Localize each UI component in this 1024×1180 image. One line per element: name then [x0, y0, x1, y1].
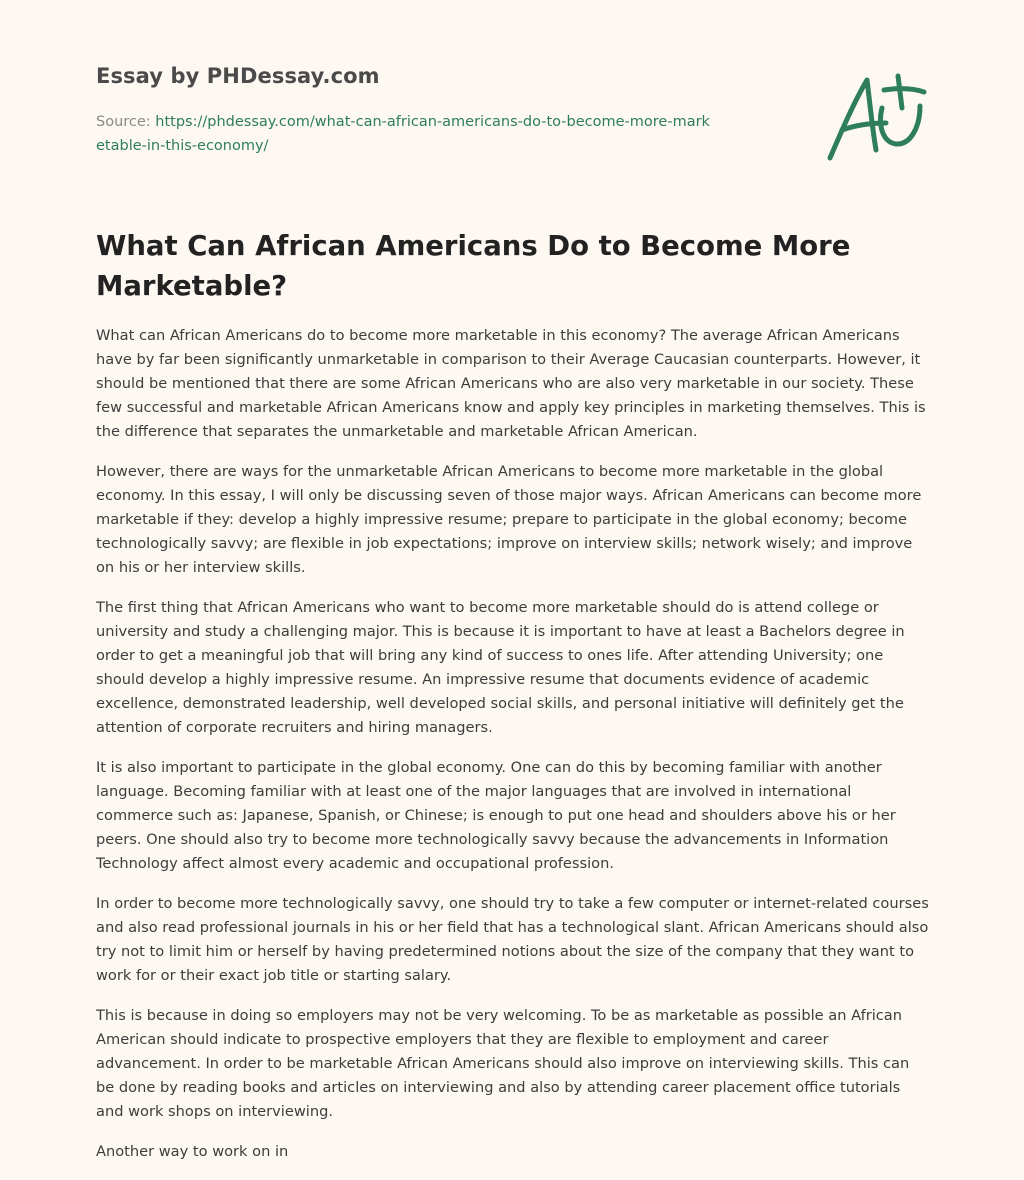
essay-paragraph: The first thing that African Americans who want to become more marketable should do is attend college or university and study a challenging major. This is because it is important to have at least a Bachelors degree in order to get a meaningful job that will bring any kind of success to ones life. After attending University; one should develop a highly impressive resume. An impressive resume that documents evidence of academic excellence, demonstrated leadership, well developed social skills, and personal initiative will definitely get the attention of corporate recruiters and hiring managers.: [96, 599, 905, 736]
essay-title: What Can African Americans Do to Become More Marketable?: [96, 230, 851, 302]
a-plus-logo-icon: [820, 68, 932, 168]
essay-paragraph: Another way to work on in: [96, 1143, 289, 1160]
essay-paragraph: This is because in doing so employers may not be very welcoming. To be as marketable as possible an African American should indicate to prospective employers that they are flexible to employment and career advancement. In order to be marketable African Americans should also improve on interviewing skills. This can be done by reading books and articles on interviewing and also by attending career placement office tutorials and work shops on interviewing.: [96, 1007, 910, 1120]
essay-paragraph: In order to become more technologically savvy, one should try to take a few computer or internet-related courses and also read professional journals in his or her field that has a technological slant. African Americans should also try not to limit him or herself by having predetermined notions about the size of the company that they want to work for or their exact job title or starting salary.: [96, 895, 929, 984]
source-line: [96, 110, 716, 158]
source-label: Source:: [96, 114, 156, 130]
source-link[interactable]: https://phdessay.com/what-can-african-americans-do-to-become-more-marketable-in-this-economy/: [96, 114, 710, 154]
essay-paragraph: However, there are ways for the unmarketable African Americans to become more marketable in the global economy. In this essay, I will only be discussing seven of those major ways. African Americans can become more marketable if they: develop a highly impressive resume; prepare to participate in the global economy; become technologically savvy; are flexible in job expectations; improve on interview skills; network wisely; and improve on his or her interview skills.: [96, 463, 922, 576]
essay-paragraph: It is also important to participate in the global economy. One can do this by becoming familiar with another language. Becoming familiar with at least one of the major languages that are involved in international commerce such as: Japanese, Spanish, or Chinese; is enough to put one head and shoulders above his or her peers. One should also try to become more technologically savvy because the advancements in Information Technology affect almost every academic and occupational profession.: [96, 759, 896, 872]
essay-body: [96, 324, 930, 1180]
site-title: Essay by PHDessay.com: [96, 64, 380, 88]
essay-paragraph: What can African Americans do to become more marketable in this economy? The average African Americans have by far been significantly unmarketable in comparison to their Average Caucasian counterparts. However, it should be mentioned that there are some African Americans who are also very marketable in our society. These few successful and marketable African Americans know and apply key principles in marketing themselves. This is the difference that separates the unmarketable and marketable African American.: [96, 327, 926, 440]
